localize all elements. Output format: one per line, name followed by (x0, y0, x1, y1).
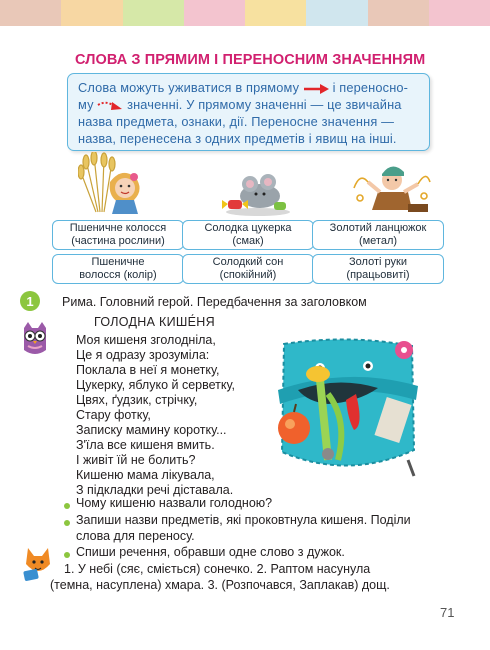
phrase-box (312, 254, 444, 284)
phrase-note: волосся (колір) (79, 269, 157, 281)
poem-title: ГОЛОДНА КИШЕ́НЯ (94, 315, 215, 329)
strip-segment (245, 0, 306, 26)
rule-line-2 (78, 97, 402, 112)
task2-instruction: Спиши речення, обравши одне слово з дужок. (76, 545, 345, 559)
strip-segment (368, 0, 429, 26)
bullet-dot (64, 520, 70, 526)
page-number: 71 (440, 605, 455, 620)
phrase-box (312, 220, 444, 250)
poem-line: І живіт їй не болить? (76, 453, 196, 467)
phrase-note: (спокійний) (219, 269, 277, 281)
phrase-note: (смак) (232, 235, 264, 247)
task2-sentence-line: 1. У небі (сяє, сміється) сонечко. 2. Раптом насунула (64, 562, 371, 576)
strip-segment (61, 0, 122, 26)
poem-line: Цукерку, яблуко й серветку, (76, 378, 235, 392)
poem-line: Цвях, ґудзик, стрічку, (76, 393, 198, 407)
phrase-text: Пшеничне (91, 256, 145, 268)
rule-text: і переносно- (332, 80, 409, 95)
bullet-dot (64, 552, 70, 558)
poem-line: З'їла все кишеня вмить. (76, 438, 215, 452)
craftsman-illustration (352, 152, 432, 216)
rule-box (67, 73, 430, 151)
strip-segment (306, 0, 367, 26)
task-number-badge: 1 (20, 291, 40, 311)
phrase-note: (частина рослини) (71, 235, 165, 247)
poem-line: Поклала в неї я монетку, (76, 363, 220, 377)
phrase-text: Солодкий сон (212, 256, 284, 268)
wheat-girl-illustration (78, 152, 148, 214)
rule-line-4: назва, перенесена з одних предметів і явищ на інші. (78, 131, 397, 146)
phrase-box (52, 254, 184, 284)
bullet-dot (64, 503, 70, 509)
phrase-text: Золотий ланцюжок (329, 222, 427, 234)
task2-sentence-line: (темна, насуплена) хмара. 3. (Розпочався, Заплакав) дощ. (50, 578, 390, 592)
page-title: СЛОВА З ПРЯМИМ І ПЕРЕНОСНИМ ЗНАЧЕННЯМ (75, 52, 426, 68)
phrase-text: Пшеничне колосся (69, 222, 167, 234)
hungry-pocket-illustration (268, 330, 428, 490)
poem-line: Стару фотку, (76, 408, 151, 422)
phrase-box (52, 220, 184, 250)
strip-segment (0, 0, 61, 26)
poem-line: Кишеню мама лікувала, (76, 468, 215, 482)
task-intro: Рима. Головний герой. Передбачення за заголовком (62, 295, 367, 309)
poem-line: Це я одразу зрозуміла: (76, 348, 210, 362)
rule-text: Слова можуть уживатися в прямому (78, 80, 300, 95)
rule-line-1 (78, 80, 408, 95)
poem-line: Записку мамину коротку... (76, 423, 227, 437)
rule-text: му (78, 97, 94, 112)
rule-line-3: назва предмета, ознаки, дії. Переносне значення — (78, 114, 395, 129)
phrase-note: (працьовиті) (346, 269, 410, 281)
question: Чому кишеню назвали голодною? (76, 496, 273, 510)
owl-icon (20, 320, 50, 358)
phrase-box (182, 220, 314, 250)
phrase-text: Солодка цукерка (204, 222, 292, 234)
strip-segment (184, 0, 245, 26)
poem-line: Моя кишеня зголодніла, (76, 333, 216, 347)
phrase-box (182, 254, 314, 284)
rule-text: значенні. У прямому значенні — це звичайна (127, 97, 402, 112)
poem-line: З підкладки речі діставала. (76, 483, 234, 497)
straight-arrow-icon (303, 84, 329, 94)
candy-mouse-illustration (222, 166, 292, 216)
strip-segment (123, 0, 184, 26)
top-color-strip (0, 0, 490, 26)
phrase-note: (метал) (358, 235, 398, 247)
curved-arrow-icon (97, 100, 123, 112)
strip-segment (429, 0, 490, 26)
question-continuation: слова для переносу. (76, 529, 195, 543)
question: Запиши назви предметів, які проковтнула кишеня. Поділи (76, 513, 411, 527)
phrase-text: Золоті руки (349, 256, 407, 268)
